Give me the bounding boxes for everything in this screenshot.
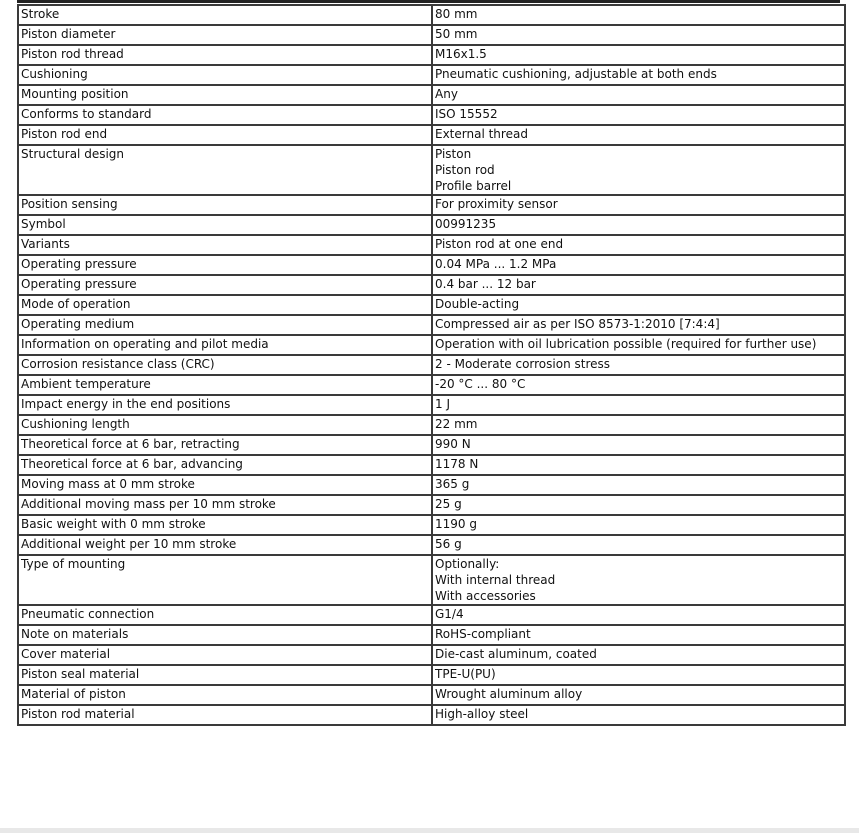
row-label: Operating pressure xyxy=(18,275,432,295)
table-row xyxy=(18,375,845,395)
table-row xyxy=(18,215,845,235)
table-row xyxy=(18,455,845,475)
table-row xyxy=(18,255,845,275)
value-line: 0.4 bar ... 12 bar xyxy=(435,277,536,291)
row-value xyxy=(432,65,845,85)
table-row xyxy=(18,195,845,215)
table-row xyxy=(18,65,845,85)
value-line: 56 g xyxy=(435,537,462,551)
row-label: Information on operating and pilot media xyxy=(18,335,432,355)
row-label: Stroke xyxy=(18,5,432,25)
row-value xyxy=(432,685,845,705)
value-line: 1178 N xyxy=(435,457,479,471)
value-line: 990 N xyxy=(435,437,471,451)
row-label: Mode of operation xyxy=(18,295,432,315)
table-row xyxy=(18,355,845,375)
value-line: Pneumatic cushioning, adjustable at both ends xyxy=(435,67,717,81)
value-line: 25 g xyxy=(435,497,462,511)
row-label: Cover material xyxy=(18,645,432,665)
row-label: Piston rod material xyxy=(18,705,432,725)
row-value xyxy=(432,455,845,475)
table-row xyxy=(18,315,845,335)
value-line: ISO 15552 xyxy=(435,107,498,121)
row-value xyxy=(432,555,845,605)
row-label: Theoretical force at 6 bar, advancing xyxy=(18,455,432,475)
value-line: 80 mm xyxy=(435,7,478,21)
row-label: Cushioning xyxy=(18,65,432,85)
row-value xyxy=(432,145,845,195)
row-value xyxy=(432,45,845,65)
value-line: 1190 g xyxy=(435,517,477,531)
table-row xyxy=(18,25,845,45)
row-label: Piston seal material xyxy=(18,665,432,685)
row-label: Corrosion resistance class (CRC) xyxy=(18,355,432,375)
row-label: Piston diameter xyxy=(18,25,432,45)
value-line: M16x1.5 xyxy=(435,47,487,61)
value-line: 00991235 xyxy=(435,217,497,231)
row-label: Note on materials xyxy=(18,625,432,645)
row-value xyxy=(432,255,845,275)
row-value xyxy=(432,605,845,625)
value-line: RoHS-compliant xyxy=(435,627,531,641)
top-rule xyxy=(17,0,840,3)
value-line: Operation with oil lubrication possible (required for further use) xyxy=(435,337,817,351)
row-label: Material of piston xyxy=(18,685,432,705)
row-label: Theoretical force at 6 bar, retracting xyxy=(18,435,432,455)
table-row xyxy=(18,125,845,145)
row-value xyxy=(432,315,845,335)
row-label: Operating pressure xyxy=(18,255,432,275)
row-label: Operating medium xyxy=(18,315,432,335)
value-line: With accessories xyxy=(435,589,536,603)
table-row xyxy=(18,275,845,295)
table-row xyxy=(18,5,845,25)
value-line: G1/4 xyxy=(435,607,464,621)
table-row xyxy=(18,605,845,625)
value-line: Piston rod at one end xyxy=(435,237,564,251)
table-row xyxy=(18,85,845,105)
table-row xyxy=(18,665,845,685)
value-line: Profile barrel xyxy=(435,179,512,193)
row-label: Position sensing xyxy=(18,195,432,215)
table-row xyxy=(18,105,845,125)
value-line: Double-acting xyxy=(435,297,520,311)
row-value xyxy=(432,85,845,105)
value-line: 0.04 MPa ... 1.2 MPa xyxy=(435,257,557,271)
table-row xyxy=(18,435,845,455)
table-row xyxy=(18,555,845,605)
row-value xyxy=(432,665,845,685)
row-value xyxy=(432,375,845,395)
value-line: Piston xyxy=(435,147,472,161)
row-value xyxy=(432,495,845,515)
value-line: 1 J xyxy=(435,397,450,411)
row-value xyxy=(432,535,845,555)
row-value xyxy=(432,515,845,535)
row-value xyxy=(432,335,845,355)
row-label: Additional weight per 10 mm stroke xyxy=(18,535,432,555)
table-row xyxy=(18,515,845,535)
table-row xyxy=(18,495,845,515)
row-value xyxy=(432,215,845,235)
row-label: Symbol xyxy=(18,215,432,235)
value-line: Compressed air as per ISO 8573-1:2010 [7:4:4] xyxy=(435,317,720,331)
row-value xyxy=(432,105,845,125)
row-label: Structural design xyxy=(18,145,432,195)
table-row xyxy=(18,145,845,195)
table-row xyxy=(18,295,845,315)
table-row xyxy=(18,45,845,65)
row-value xyxy=(432,195,845,215)
row-value xyxy=(432,235,845,255)
row-label: Moving mass at 0 mm stroke xyxy=(18,475,432,495)
value-line: 2 - Moderate corrosion stress xyxy=(435,357,611,371)
row-label: Piston rod thread xyxy=(18,45,432,65)
row-value xyxy=(432,275,845,295)
row-value xyxy=(432,125,845,145)
value-line: -20 °C ... 80 °C xyxy=(435,377,526,391)
row-label: Cushioning length xyxy=(18,415,432,435)
row-label: Basic weight with 0 mm stroke xyxy=(18,515,432,535)
row-value xyxy=(432,295,845,315)
value-line: With internal thread xyxy=(435,573,556,587)
table-row xyxy=(18,705,845,725)
row-value xyxy=(432,705,845,725)
value-line: Die-cast aluminum, coated xyxy=(435,647,597,661)
table-body xyxy=(18,5,845,725)
row-value xyxy=(432,435,845,455)
table-row xyxy=(18,535,845,555)
row-value xyxy=(432,5,845,25)
row-label: Ambient temperature xyxy=(18,375,432,395)
value-line: Wrought aluminum alloy xyxy=(435,687,583,701)
row-label: Mounting position xyxy=(18,85,432,105)
value-line: 22 mm xyxy=(435,417,478,431)
row-value xyxy=(432,25,845,45)
value-line: For proximity sensor xyxy=(435,197,558,211)
value-line: High-alloy steel xyxy=(435,707,529,721)
row-label: Conforms to standard xyxy=(18,105,432,125)
value-line: Any xyxy=(435,87,458,101)
row-value xyxy=(432,645,845,665)
value-line: External thread xyxy=(435,127,528,141)
row-value xyxy=(432,625,845,645)
row-label: Type of mounting xyxy=(18,555,432,605)
technical-data-table xyxy=(17,4,846,726)
row-value xyxy=(432,415,845,435)
row-value xyxy=(432,395,845,415)
value-line: 50 mm xyxy=(435,27,478,41)
value-line: TPE-U(PU) xyxy=(435,667,496,681)
row-label: Additional moving mass per 10 mm stroke xyxy=(18,495,432,515)
row-label: Variants xyxy=(18,235,432,255)
table-row xyxy=(18,475,845,495)
table-row xyxy=(18,625,845,645)
value-line: Optionally: xyxy=(435,557,500,571)
bottom-divider xyxy=(0,828,859,833)
table-row xyxy=(18,335,845,355)
table-row xyxy=(18,415,845,435)
table-row xyxy=(18,235,845,255)
value-line: Piston rod xyxy=(435,163,495,177)
row-label: Pneumatic connection xyxy=(18,605,432,625)
row-label: Impact energy in the end positions xyxy=(18,395,432,415)
table-row xyxy=(18,685,845,705)
table-row xyxy=(18,645,845,665)
row-label: Piston rod end xyxy=(18,125,432,145)
table-row xyxy=(18,395,845,415)
row-value xyxy=(432,475,845,495)
row-value xyxy=(432,355,845,375)
value-line: 365 g xyxy=(435,477,470,491)
